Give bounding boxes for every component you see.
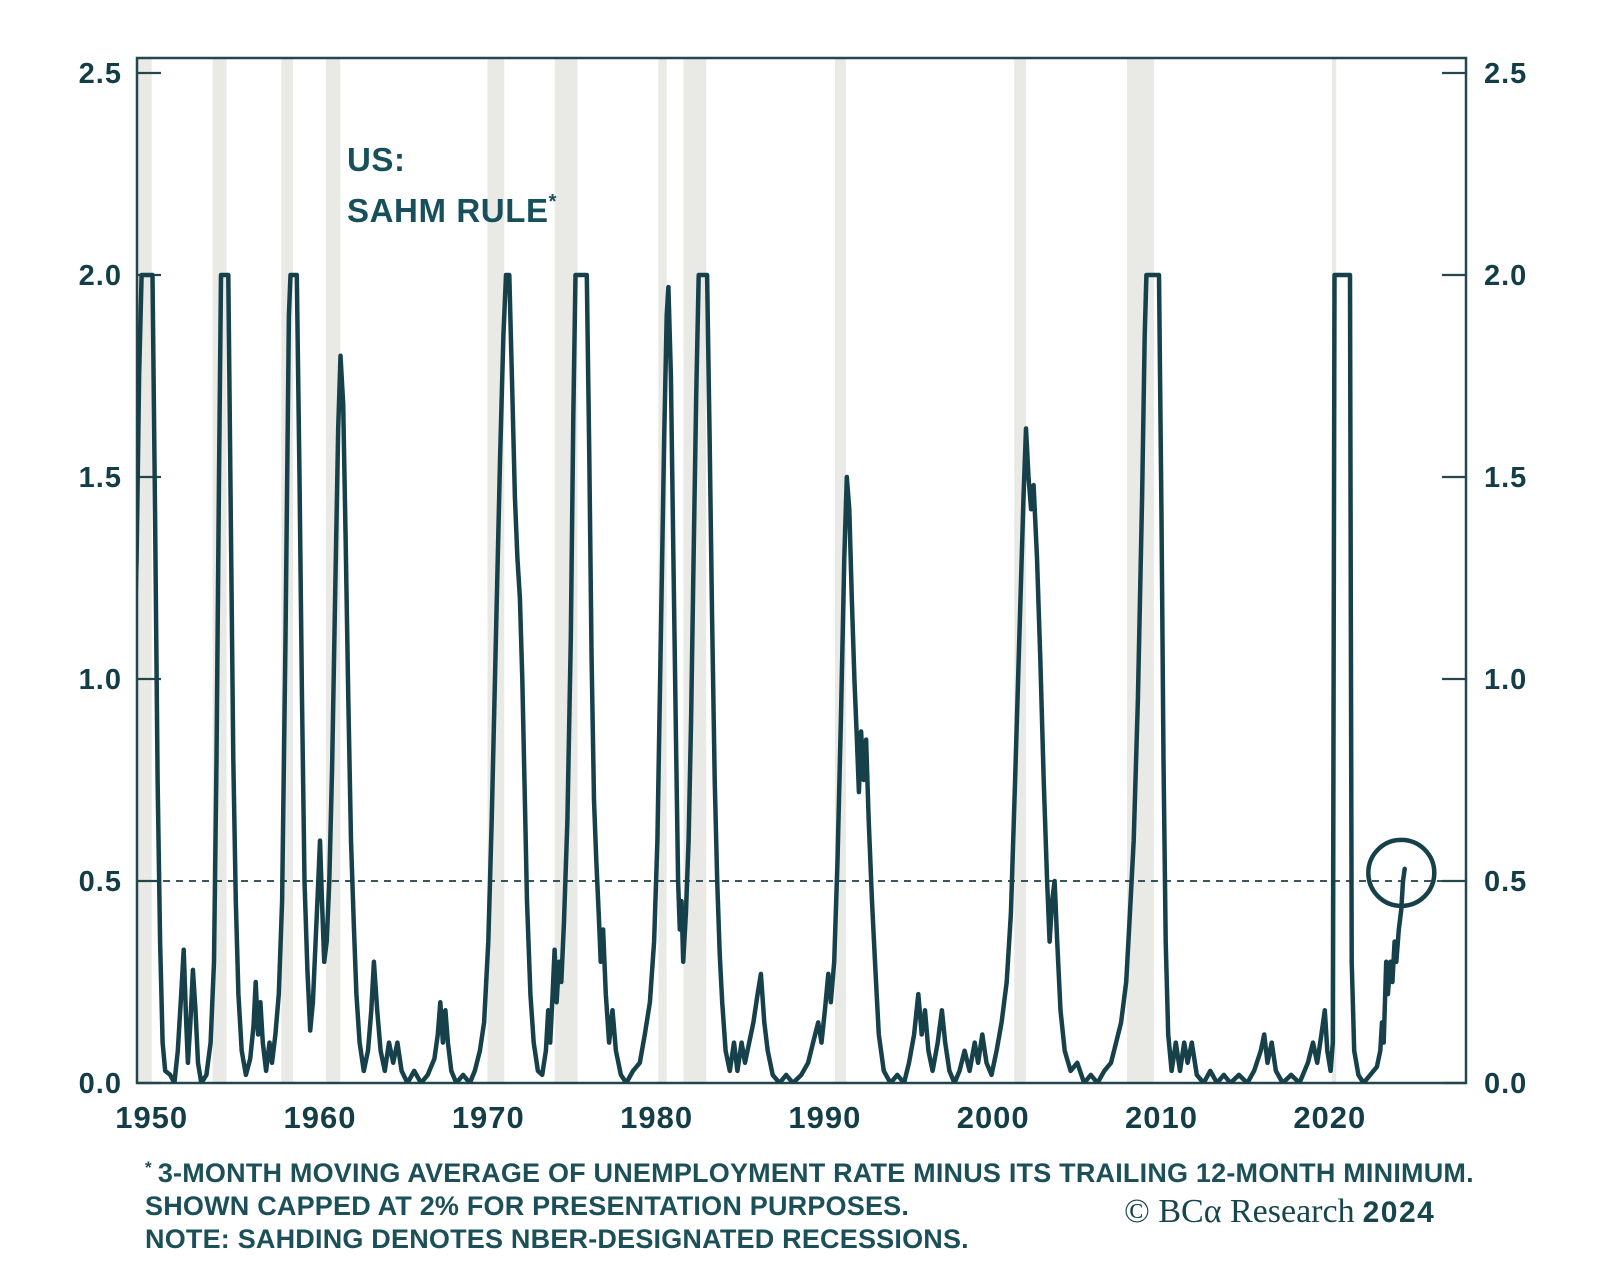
chart-title [347,138,556,232]
y-axis-label-right: 2.5 [1484,58,1528,90]
x-axis-label: 1960 [283,1100,357,1135]
y-axis-label-left: 0.0 [78,1068,122,1100]
chart-title-line2: SAHM RULE* [347,191,557,229]
copyright [1124,1193,1435,1231]
copyright-year: 2024 [1362,1196,1436,1229]
x-axis-label: 1980 [620,1100,694,1135]
chart-title-line1: US: [347,141,406,178]
x-axis-label: 1990 [788,1100,862,1135]
y-axis-label-right: 0.5 [1484,866,1528,898]
y-axis-label-right: 1.5 [1484,462,1528,494]
title-footnote-marker: * [548,191,557,213]
y-axis-label-left: 0.5 [78,866,122,898]
y-axis-label-right: 1.0 [1484,664,1528,696]
x-axis-label: 1950 [115,1100,189,1135]
footnote-marker: * [145,1158,152,1177]
x-axis-label: 2000 [956,1100,1030,1135]
footnote-line-3: NOTE: SAHDING DENOTES NBER-DESIGNATED RECESSIONS. [145,1224,969,1254]
y-axis-label-right: 2.0 [1484,260,1528,292]
x-axis-label: 1970 [451,1100,525,1135]
y-axis-label-left: 1.0 [78,664,122,696]
y-axis-label-left: 1.5 [78,462,122,494]
y-axis-label-left: 2.5 [78,58,122,90]
footnote-line-2: SHOWN CAPPED AT 2% FOR PRESENTATION PURPOSES. [145,1191,910,1221]
y-axis-label-left: 2.0 [78,260,122,292]
sahm-rule-line [133,275,1405,1083]
copyright-text: © BCα Research [1124,1193,1355,1230]
y-axis-label-right: 0.0 [1484,1068,1528,1100]
x-axis-label: 2010 [1125,1100,1198,1135]
footnote-line-1: * 3-MONTH MOVING AVERAGE OF UNEMPLOYMENT RATE MINUS ITS TRAILING 12-MONTH MINIMUM. [145,1158,1474,1188]
recession-band [555,58,578,1083]
x-axis-label: 2020 [1293,1100,1367,1135]
